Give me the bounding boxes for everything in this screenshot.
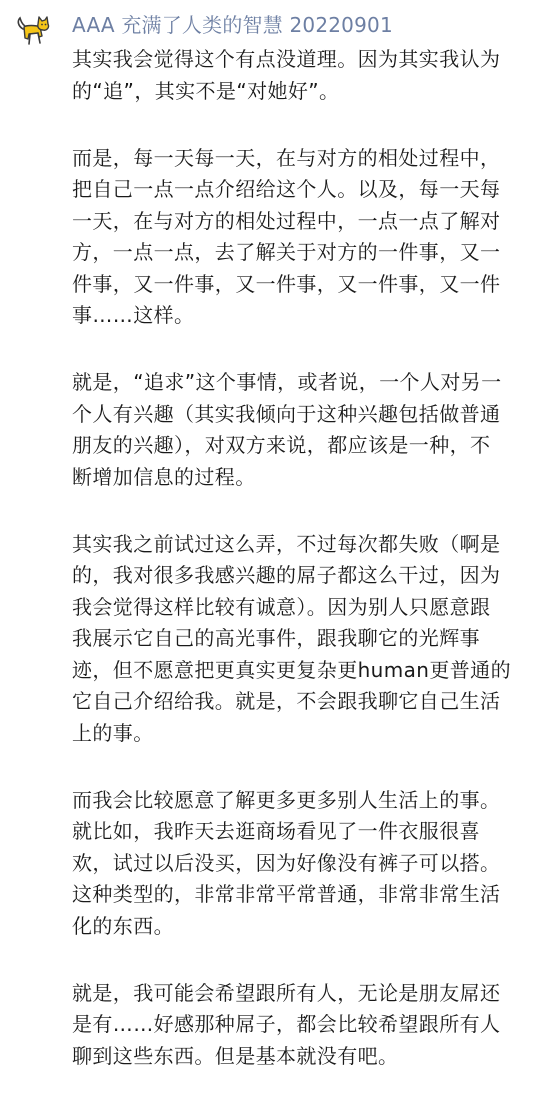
message-line: 我会觉得这样比较有诚意）。因为别人只愿意跟 [72,594,491,619]
message-line: 的，我对很多我感兴趣的屌子都这么干过，因为 [72,563,501,587]
sender-name: AAA 充满了人类的智慧 20220901 [72,13,393,37]
message-line: 一天，在与对方的相处过程中，一点一点了解对 [72,208,501,233]
avatar[interactable] [14,12,54,52]
message-line: 我展示它自己的高光事件，跟我聊它的光辉事 [72,626,480,650]
message-line: 的“追”，其实不是“对她好”。 [72,78,340,103]
message-line: 其实我会觉得这个有点没道理。因为其实我认为 [72,47,501,71]
message-line: 是有……好感那种屌子，都会比较希望跟所有人 [72,1012,501,1036]
message-line: 上的事。 [72,720,154,745]
message-paragraph [72,785,546,943]
message-line: 个人有兴趣（其实我倾向于这种兴趣包括做普通 [72,401,501,426]
message-line: 件事，又一件事，又一件事，又一件事，又一件 [72,271,501,296]
message-paragraph [72,143,546,332]
message-line: 事……这样。 [72,303,195,327]
message-line: 就是，我可能会希望跟所有人，无论是朋友屌还 [72,980,501,1005]
message-paragraph [72,44,546,107]
message-line: 迹，但不愿意把更真实更复杂更human更普通的 [72,657,511,682]
message-paragraph [72,367,546,493]
message-line: 方，一点一点，去了解关于对方的一件事，又一 [72,240,501,264]
message-paragraph [72,529,546,750]
message-line: 就比如，我昨天去逛商场看见了一件衣服很喜 [72,819,480,843]
message-line: 断增加信息的过程。 [72,464,256,489]
message-line: 欢，试过以后没买，因为好像没有裤子可以搭。 [72,850,501,875]
message-line: 其实我之前试过这么弄，不过每次都失败（啊是 [72,531,501,556]
message-line: 就是，“追求”这个事情，或者说，一个人对另一 [72,370,502,394]
message-paragraph [72,978,546,1073]
message-line: 化的东西。 [72,913,174,938]
message-line: 朋友的兴趣），对双方来说，都应该是一种，不 [72,433,491,457]
message-line: 聊到这些东西。但是基本就没有吧。 [72,1043,399,1068]
message-line: 把自己一点一点介绍给这个人。以及，每一天每 [72,177,501,201]
message-body [72,44,546,1108]
message-line: 而是，每一天每一天，在与对方的相处过程中， [72,145,501,170]
message-line: 这种类型的，非常非常平常普通，非常非常生活 [72,882,501,906]
message-line: 它自己介绍给我。就是，不会跟我聊它自己生活 [72,689,501,713]
message-line: 而我会比较愿意了解更多更多别人生活上的事。 [72,787,501,812]
yellow-cat-avatar-icon [14,12,54,52]
